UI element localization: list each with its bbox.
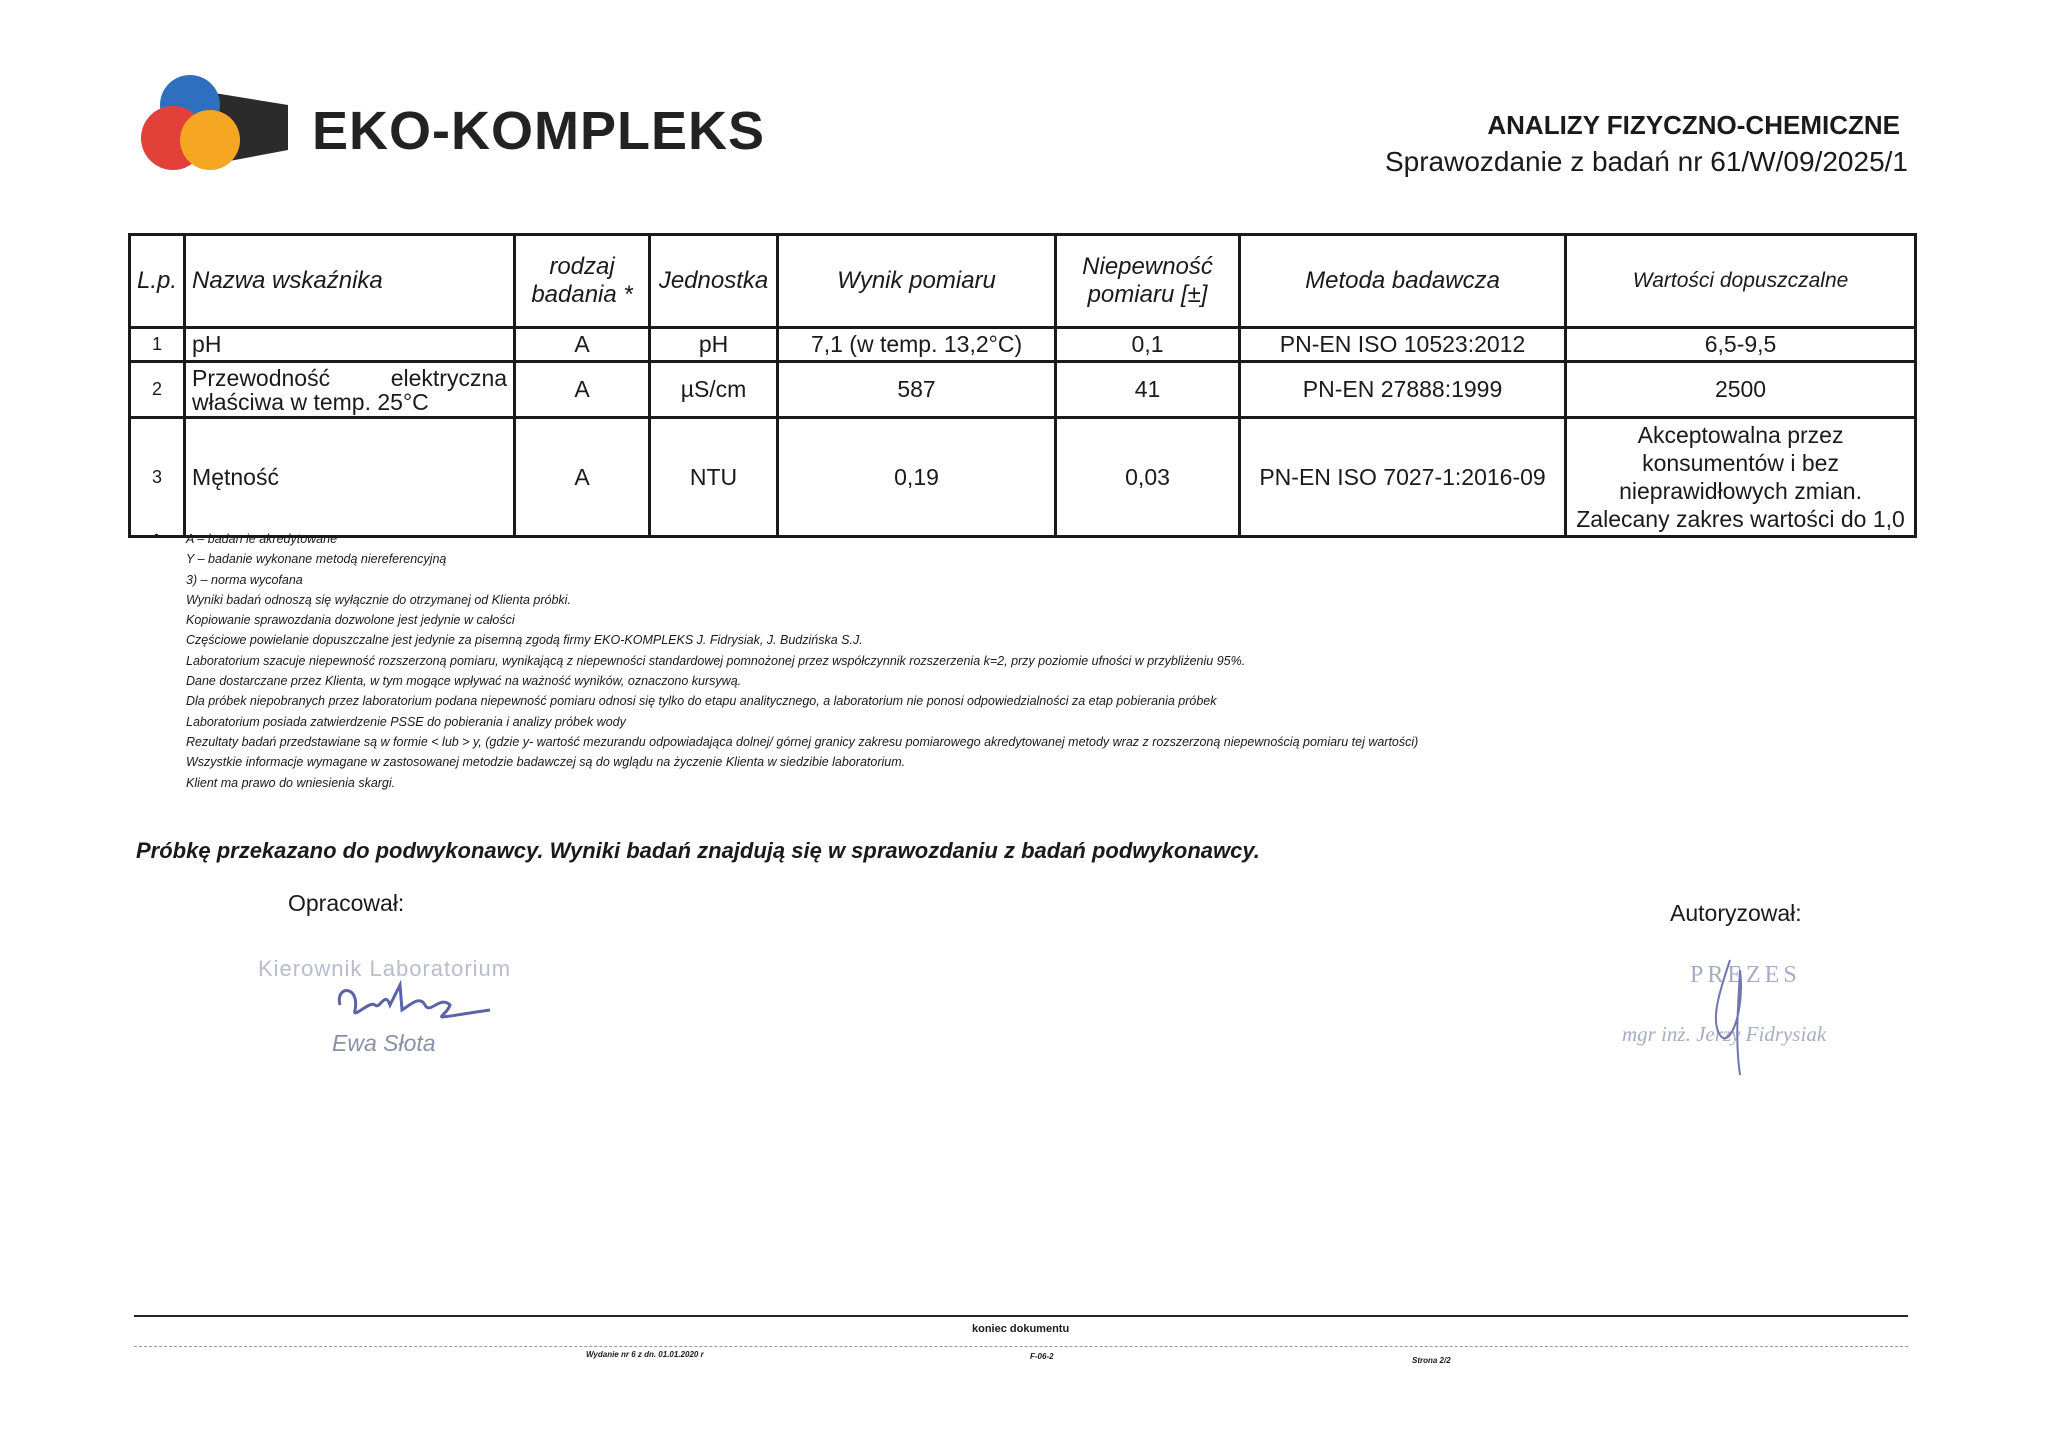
signature-authorized [1690, 950, 1790, 1080]
cell-unit: µS/cm [650, 362, 778, 418]
prepared-by-name: Ewa Słota [332, 1030, 436, 1056]
table-row [130, 418, 1916, 537]
cell-lp: 2 [130, 362, 185, 418]
header-limits: Wartości dopuszczalne [1566, 235, 1916, 328]
prepared-by-label: Opracował: [288, 890, 405, 916]
note-item: 3) – norma wycofana [186, 572, 303, 587]
cell-name: pH [185, 328, 515, 362]
cell-type: A [515, 328, 650, 362]
president-stamp-name: mgr inż. Jerzy Fidrysiak [1622, 1022, 1827, 1046]
header-type: rodzaj badania * [515, 235, 650, 328]
note-item: Częściowe powielanie dopuszczalne jest jedynie za pisemną zgodą firmy EKO-KOMPLEKS J. Fidrysiak, J. Budzińska S.J. [186, 633, 863, 648]
cell-type: A [515, 418, 650, 537]
note-item: Dane dostarczane przez Klienta, w tym mogące wpływać na ważność wyników, oznaczono kursywą. [186, 674, 742, 689]
footer-issue: Wydanie nr 6 z dn. 01.01.2020 r [586, 1350, 704, 1359]
cell-result: 7,1 (w temp. 13,2°C) [778, 328, 1056, 362]
footer-form-code: F-06-2 [1030, 1352, 1054, 1361]
header-unit: Jednostka [650, 235, 778, 328]
authorized-by-label: Autoryzował: [1670, 900, 1802, 926]
note-item: Wyniki badań odnoszą się wyłącznie do otrzymanej od Klienta próbki. [186, 592, 571, 607]
cell-lp: 3 [130, 418, 185, 537]
note-item: A – badan ie akredytowane [186, 532, 338, 546]
document-title: ANALIZY FIZYCZNO-CHEMICZNE [1487, 110, 1900, 140]
cell-unit: NTU [650, 418, 778, 537]
note-bullet: • [154, 527, 159, 543]
footer-divider-secondary [134, 1346, 1908, 1347]
cell-result: 587 [778, 362, 1056, 418]
footer-divider [134, 1315, 1908, 1317]
note-item: Kopiowanie sprawozdania dozwolone jest jedynie w całości [186, 613, 515, 628]
table-row [130, 362, 1916, 418]
header-result: Wynik pomiaru [778, 235, 1056, 328]
cell-name-part: elektryczna [390, 364, 508, 391]
signature-prepared [330, 975, 500, 1035]
subcontract-notice: Próbkę przekazano do podwykonawcy. Wyniki badań znajdują się w sprawozdaniu z badań podwykonawcy. [136, 838, 1260, 863]
cell-method: PN-EN 27888:1999 [1240, 362, 1566, 418]
notes-list [186, 529, 1418, 793]
note-item: Rezultaty badań przedstawiane są w formie < lub > y, (gdzie y- wartość mezurandu odpowiadająca dolnej/ górnej granicy zakresu pomiarowego akredytowanej metody wraz z rozszerzoną niepewnością pomiaru tej wartości) [186, 734, 1419, 749]
cell-uncertainty: 41 [1056, 362, 1240, 418]
footer-page-number: Strona 2/2 [1412, 1356, 1451, 1365]
results-table [128, 233, 1917, 538]
company-name: EKO-KOMPLEKS [312, 101, 766, 161]
document-end-label: koniec dokumentu [972, 1323, 1070, 1335]
cell-name-part: Przewodność [192, 364, 331, 391]
cell-uncertainty: 0,03 [1056, 418, 1240, 537]
cell-name: Mętność [185, 418, 515, 537]
lab-manager-stamp: Kierownik Laboratorium [258, 956, 512, 981]
cell-method: PN-EN ISO 7027-1:2016-09 [1240, 418, 1566, 537]
cell-uncertainty: 0,1 [1056, 328, 1240, 362]
cell-limits: 2500 [1566, 362, 1916, 418]
note-item: Dla próbek niepobranych przez laboratorium podana niepewność pomiaru odnosi się tylko do etapu analitycznego, a laboratorium nie ponosi odpowiedzialności za etap pobierania próbek [186, 694, 1217, 709]
cell-lp: 1 [130, 328, 185, 362]
cell-unit: pH [650, 328, 778, 362]
note-item: Klient ma prawo do wniesienia skargi. [186, 775, 396, 790]
cell-name [185, 362, 515, 418]
cell-limits: Akceptowalna przez konsumentów i bez nieprawidłowych zmian. Zalecany zakres wartości do 1,0 [1566, 418, 1916, 537]
table-header-row [130, 235, 1916, 328]
note-item: Y – badanie wykonane metodą niereferencyjną [186, 552, 447, 567]
cell-name-part: właściwa w temp. 25°C [192, 388, 429, 415]
report-number: Sprawozdanie z badań nr 61/W/09/2025/1 [1384, 146, 1908, 177]
table-row [130, 328, 1916, 362]
company-logo [138, 70, 298, 180]
cell-result: 0,19 [778, 418, 1056, 537]
cell-type: A [515, 362, 650, 418]
note-item: Laboratorium posiada zatwierdzenie PSSE do pobierania i analizy próbek wody [186, 714, 626, 729]
president-stamp-title: PREZES [1690, 962, 1801, 988]
cell-limits: 6,5-9,5 [1566, 328, 1916, 362]
header-uncertainty: Niepewność pomiaru [±] [1056, 235, 1240, 328]
header-lp: L.p. [130, 235, 185, 328]
note-item: Laboratorium szacuje niepewność rozszerzoną pomiaru, wynikającą z niepewności standardowej pomnożonej przez współczynnik rozszerzenia k=2, przy poziomie ufności w przybliżeniu 95%. [186, 653, 1246, 668]
cell-method: PN-EN ISO 10523:2012 [1240, 328, 1566, 362]
note-item: Wszystkie informacje wymagane w zastosowanej metodzie badawczej są do wglądu na życzenie Klienta w siedzibie laboratorium. [186, 755, 906, 770]
header-name: Nazwa wskaźnika [185, 235, 515, 328]
header-method: Metoda badawcza [1240, 235, 1566, 328]
